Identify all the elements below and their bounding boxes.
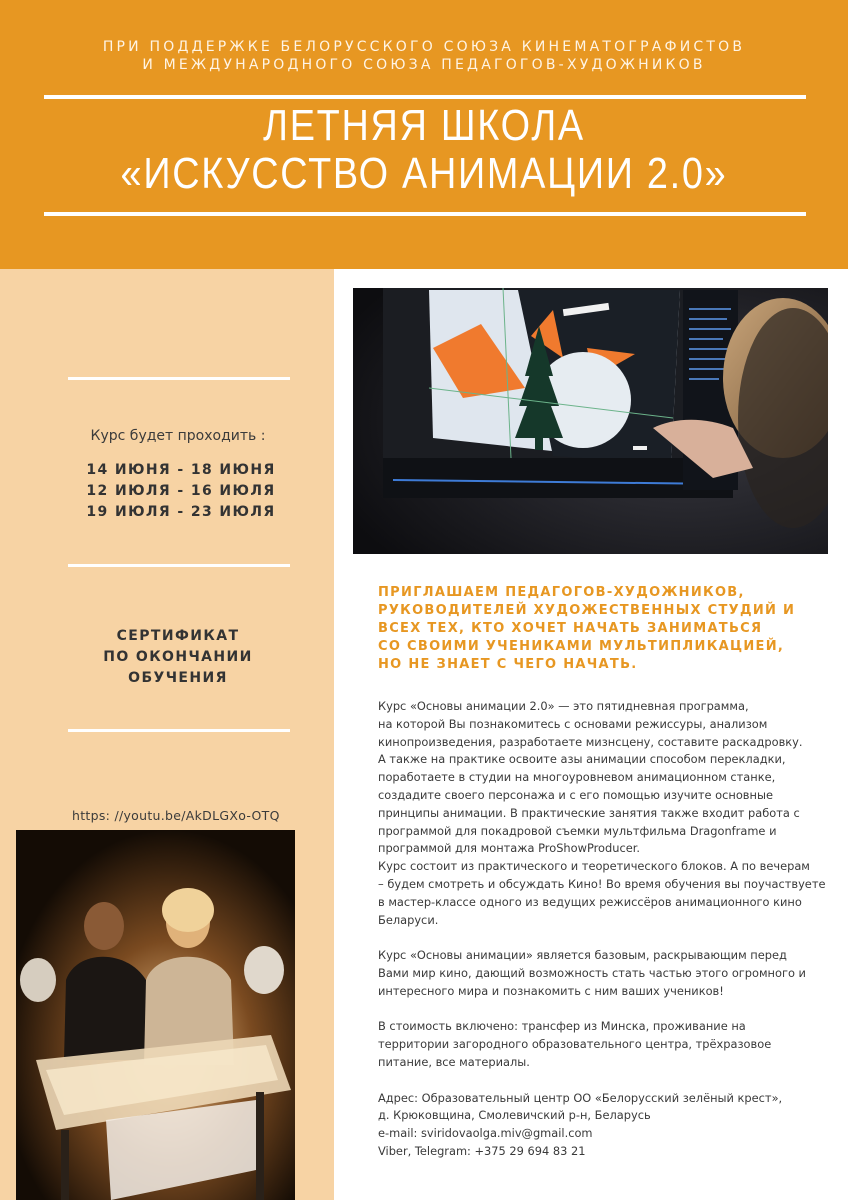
paragraph-basic-course <box>378 947 838 1000</box>
page-title <box>59 102 788 198</box>
course-description <box>378 698 838 1179</box>
text-line: на которой Вы познакомитесь с основами режиссуры, анализом <box>378 716 768 731</box>
text-line: поработаете в студии на многоуровневом анимационном станке, <box>378 770 776 785</box>
contacts-block <box>378 1090 838 1161</box>
certificate-note <box>0 626 356 689</box>
text-line: программой для покадровой съемки мультфильма Dragonframe и <box>378 823 777 838</box>
paragraph-included <box>378 1018 838 1071</box>
text-line: В стоимость включено: трансфер из Минска, проживание на <box>378 1019 746 1034</box>
sidebar-divider-3 <box>68 729 290 732</box>
text-line: Курс «Основы анимации» является базовым, раскрывающим перед <box>378 948 787 963</box>
text-line: программой для монтажа ProShowProducer. <box>378 841 640 856</box>
sidebar-divider-2 <box>68 564 290 567</box>
date-range: 19 ИЮЛЯ - 23 ИЮЛЯ <box>86 504 276 520</box>
paragraph-program <box>378 698 838 929</box>
support-text <box>0 38 848 74</box>
title-line-2: «ИСКУССТВО АНИМАЦИИ 2.0» <box>120 149 728 198</box>
course-label: Курс будет проходить : <box>90 428 266 444</box>
invite-line: ПРИГЛАШАЕМ ПЕДАГОГОВ-ХУДОЖНИКОВ, <box>378 585 745 600</box>
invite-line: СО СВОИМИ УЧЕНИКАМИ МУЛЬТИПЛИКАЦИЕЙ, <box>378 639 785 654</box>
text-line: питание, все материалы. <box>378 1054 530 1069</box>
invite-line: РУКОВОДИТЕЛЕЙ ХУДОЖЕСТВЕННЫХ СТУДИЙ И <box>378 603 796 618</box>
course-dates <box>0 460 362 523</box>
text-line: интересного мира и познакомить с ним ваших учеников! <box>378 983 724 998</box>
text-line: принципы анимации. В практические занятия также входит работа с <box>378 805 800 820</box>
text-line: создадите своего персонажа и с его помощью изучите основные <box>378 787 773 802</box>
students-at-animation-stand-photo <box>16 830 295 1200</box>
header-divider-top <box>44 95 806 99</box>
header-banner <box>0 0 848 269</box>
text-line: Курс «Основы анимации 2.0» — это пятидневная программа, <box>378 699 749 713</box>
certificate-line: ПО ОКОНЧАНИИ <box>103 649 253 665</box>
contact-phone: Viber, Telegram: +375 29 694 83 21 <box>378 1143 586 1158</box>
text-line: – будем смотреть и обсуждать Кино! Во время обучения вы поучаствуете <box>378 876 826 891</box>
title-line-1: ЛЕТНЯЯ ШКОЛА <box>263 101 585 150</box>
invite-line: ВСЕХ ТЕХ, КТО ХОЧЕТ НАЧАТЬ ЗАНИМАТЬСЯ <box>378 621 763 636</box>
video-link[interactable]: https: //youtu.be/AkDLGXo-OTQ <box>72 808 280 823</box>
invite-line: НО НЕ ЗНАЕТ С ЧЕГО НАЧАТЬ. <box>378 657 638 672</box>
certificate-line: СЕРТИФИКАТ <box>116 628 240 644</box>
invitation-heading <box>378 584 828 674</box>
certificate-line: ОБУЧЕНИЯ <box>128 670 228 686</box>
animation-software-photo <box>353 288 828 554</box>
contact-email[interactable]: e-mail: sviridovaolga.miv@gmail.com <box>378 1126 593 1141</box>
text-line: Беларуси. <box>378 912 439 927</box>
date-range: 14 ИЮНЯ - 18 ИЮНЯ <box>86 462 276 478</box>
date-range: 12 ИЮЛЯ - 16 ИЮЛЯ <box>86 483 276 499</box>
support-line-2: И МЕЖДУНАРОДНОГО СОЮЗА ПЕДАГОГОВ-ХУДОЖНИКОВ <box>142 57 706 73</box>
contact-address: Адрес: Образовательный центр ОО «Белорусский зелёный крест», <box>378 1090 783 1105</box>
text-line: в мастер-классе одного из ведущих режиссёров анимационного кино <box>378 894 802 909</box>
text-line: территории загородного образовательного центра, трёхразовое <box>378 1037 772 1052</box>
header-divider-bottom <box>44 212 806 216</box>
text-line: Вами мир кино, дающий возможность стать частью этого огромного и <box>378 965 806 980</box>
text-line: кинопроизведения, разработаете мизнсцену, составите раскадровку. <box>378 734 803 749</box>
text-line: Курс состоит из практического и теоретического блоков. А по вечерам <box>378 859 810 874</box>
text-line: А также на практике освоите азы анимации способом перекладки, <box>378 752 786 767</box>
sidebar-divider-1 <box>68 377 290 380</box>
contact-location: д. Крюковщина, Смолевичский р-н, Беларусь <box>378 1108 651 1123</box>
support-line-1: ПРИ ПОДДЕРЖКЕ БЕЛОРУССКОГО СОЮЗА КИНЕМАТОГРАФИСТОВ <box>102 39 746 55</box>
